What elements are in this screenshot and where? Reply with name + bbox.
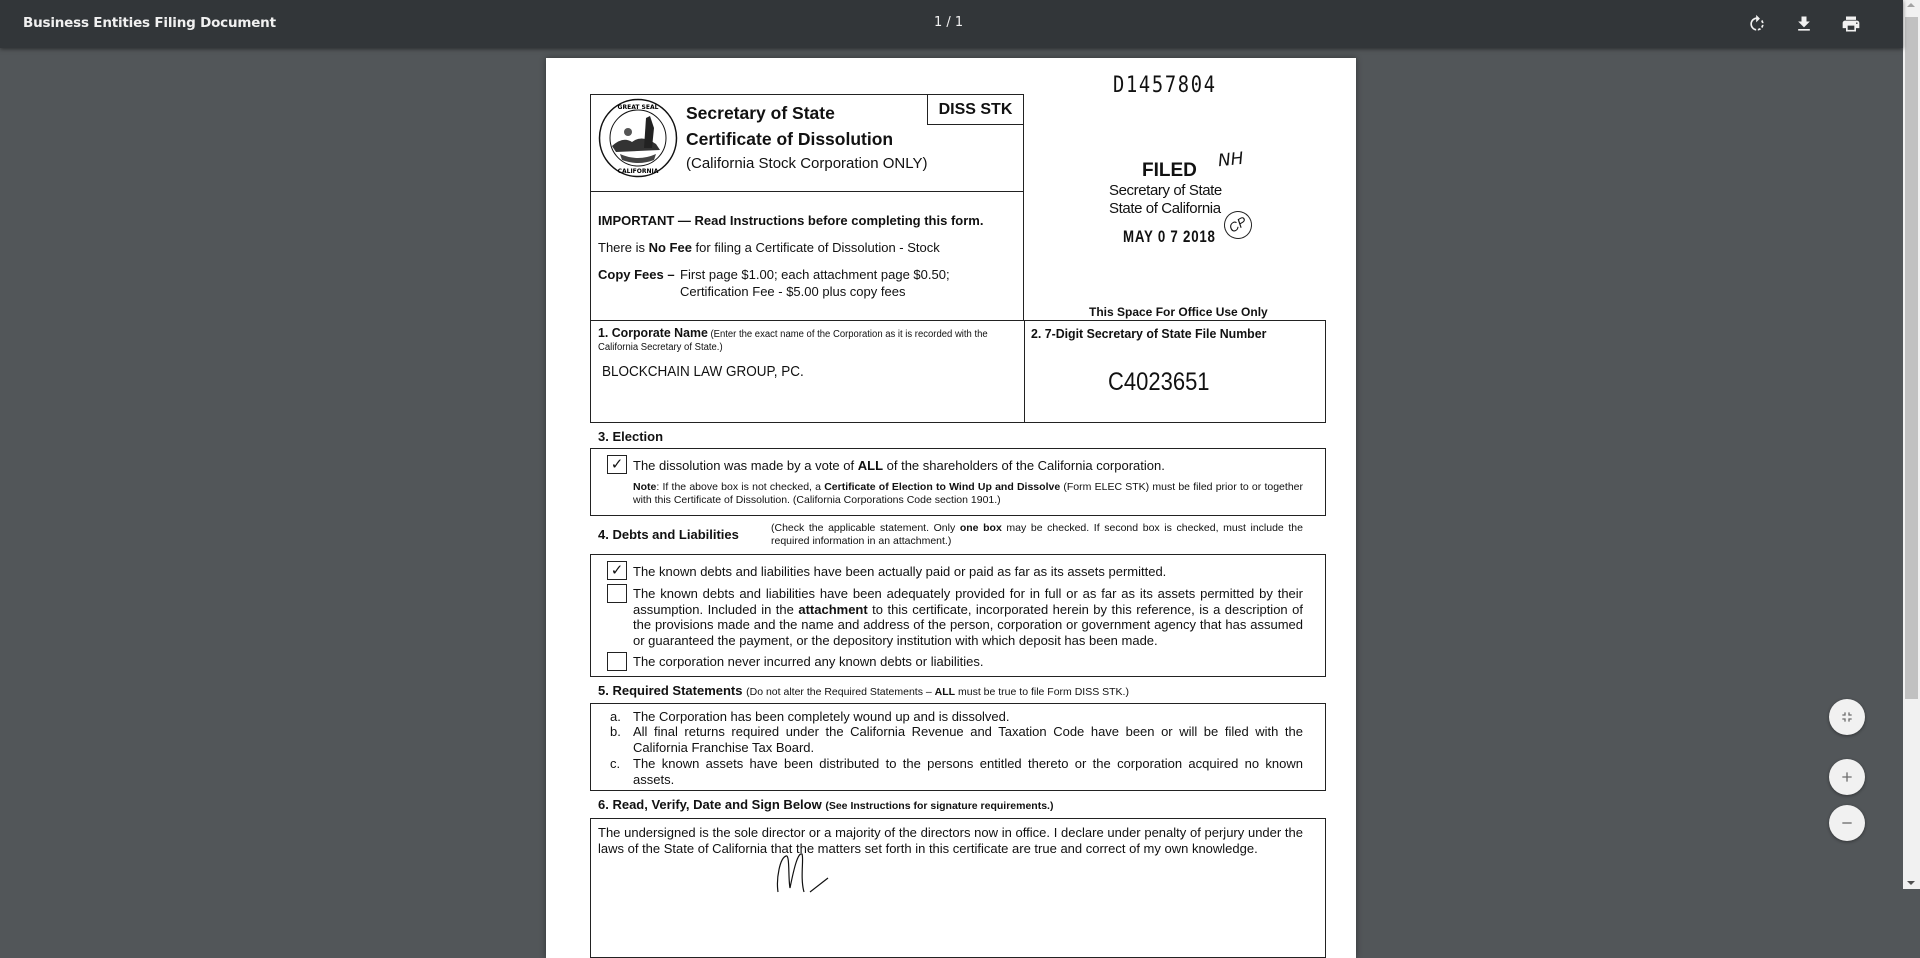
stamp-line-1: Secretary of State: [1109, 182, 1222, 199]
document-title: Business Entities Filing Document: [23, 15, 276, 31]
instructions-box: [590, 191, 1024, 321]
filed-date: MAY 0 7 2018: [1123, 227, 1216, 246]
corporate-name-value: BLOCKCHAIN LAW GROUP, PC.: [602, 363, 804, 380]
statement-a-letter: a.: [610, 709, 621, 724]
rotate-button[interactable]: [1745, 12, 1769, 36]
statement-c-text: The known assets have been distributed to the persons entitled thereto or the corporation acquired no known assets.: [633, 756, 1303, 787]
pdf-toolbar: [0, 0, 1903, 48]
fit-to-page-icon: [1839, 709, 1855, 725]
page-indicator: 1 / 1: [934, 15, 964, 30]
no-debts-checkbox[interactable]: [607, 652, 627, 671]
scrollbar-thumb[interactable]: [1905, 17, 1918, 699]
file-number-value: C4023651: [1108, 368, 1210, 396]
statement-a-text: The Corporation has been completely wound up and is dissolved.: [633, 709, 1010, 724]
section-6-heading: 6. Read, Verify, Date and Sign Below (See Instructions for signature requirements.): [598, 797, 1054, 812]
debts-option-1-text: The known debts and liabilities have been actually paid or paid as far as its assets permitted.: [633, 564, 1167, 579]
download-icon: [1794, 14, 1814, 34]
zoom-in-button[interactable]: [1829, 759, 1865, 795]
print-icon: [1841, 14, 1861, 34]
debts-paid-checkbox[interactable]: ✓: [607, 561, 627, 580]
zoom-out-icon: [1839, 815, 1855, 831]
vertical-scrollbar[interactable]: [1903, 0, 1920, 889]
form-subtitle: (California Stock Corporation ONLY): [686, 155, 928, 172]
examiner-mark: CP: [1219, 206, 1257, 244]
document-number: D1457804: [1113, 73, 1217, 98]
svg-text:GREAT SEAL: GREAT SEAL: [617, 104, 659, 111]
form-title: Certificate of Dissolution: [686, 129, 894, 149]
important-notice: IMPORTANT — Read Instructions before completing this form.: [598, 213, 984, 228]
clerk-initials: NH: [1217, 148, 1245, 172]
section-divider: [1024, 320, 1025, 423]
office-use-label: This Space For Office Use Only: [1089, 305, 1268, 319]
signature-scribble-icon: [766, 848, 856, 893]
section-4-heading: 4. Debts and Liabilities: [598, 527, 739, 542]
rotate-icon: [1747, 14, 1767, 34]
stamp-line-2: State of California: [1109, 200, 1221, 217]
zoom-out-button[interactable]: [1829, 805, 1865, 841]
download-button[interactable]: [1792, 12, 1816, 36]
svg-text:CALIFORNIA: CALIFORNIA: [617, 168, 659, 175]
copy-fees-line-1: First page $1.00; each attachment page $0.50;: [680, 267, 950, 282]
statement-b-text: All final returns required under the California Revenue and Taxation Code have been or will be filed with the California Franchise Tax Board.: [633, 724, 1303, 755]
fit-to-page-button[interactable]: [1829, 699, 1865, 735]
statement-c-letter: c.: [610, 756, 621, 771]
debts-option-2-text: The known debts and liabilities have been adequately provided for in full or as far as its assets permitted by their assumption. Included in the attachment to this certificate, incorporated herein by this reference, is a description of the provisions made and the name and address of the person, corporation or government agency that has assumed or guaranteed the payment, or the depository institution with which deposit has been made.: [633, 586, 1303, 648]
form-code-badge: DISS STK: [927, 94, 1024, 125]
no-fee-notice: There is No Fee for filing a Certificate of Dissolution - Stock: [598, 240, 940, 255]
zoom-in-icon: [1839, 769, 1855, 785]
debts-provided-checkbox[interactable]: [607, 584, 627, 603]
scroll-down-arrow-icon[interactable]: [1907, 881, 1915, 885]
pdf-page: [546, 58, 1356, 958]
agency-heading: Secretary of State: [686, 103, 835, 123]
statement-b-letter: b.: [610, 724, 621, 739]
print-button[interactable]: [1839, 12, 1863, 36]
debts-option-3-text: The corporation never incurred any known debts or liabilities.: [633, 654, 984, 669]
election-statement: The dissolution was made by a vote of ALL of the shareholders of the California corporation.: [633, 458, 1165, 473]
declaration-text: The undersigned is the sole director or a majority of the directors now in office. I declare under penalty of perjury under the laws of the State of California that the matters set forth in this certificate are true and correct of my own knowledge.: [598, 825, 1303, 856]
filed-stamp: FILED: [1142, 160, 1197, 181]
scroll-up-arrow-icon[interactable]: [1907, 3, 1915, 7]
section-4-hint: (Check the applicable statement. Only one box may be checked. If second box is checked, must include the required information in an attachment.): [771, 522, 1303, 547]
california-seal-icon: [598, 98, 678, 178]
copy-fees-line-2: Certification Fee - $5.00 plus copy fees: [680, 284, 906, 299]
section-1-heading: 1. Corporate Name (Enter the exact name of the Corporation as it is recorded with the California Secretary of State.): [598, 325, 988, 353]
section-5-heading: 5. Required Statements (Do not alter the Required Statements – ALL must be true to file Form DISS STK.): [598, 683, 1129, 698]
election-note: Note: If the above box is not checked, a Certificate of Election to Wind Up and Dissolve (Form ELEC STK) must be filed prior to or together with this Certificate of Dissolution. (California Corporations Code section 1901.): [633, 481, 1303, 506]
copy-fees-label: Copy Fees –: [598, 267, 675, 282]
election-checkbox[interactable]: ✓: [607, 455, 627, 474]
section-3-heading: 3. Election: [598, 429, 664, 444]
section-2-heading: 2. 7-Digit Secretary of State File Number: [1031, 326, 1267, 341]
